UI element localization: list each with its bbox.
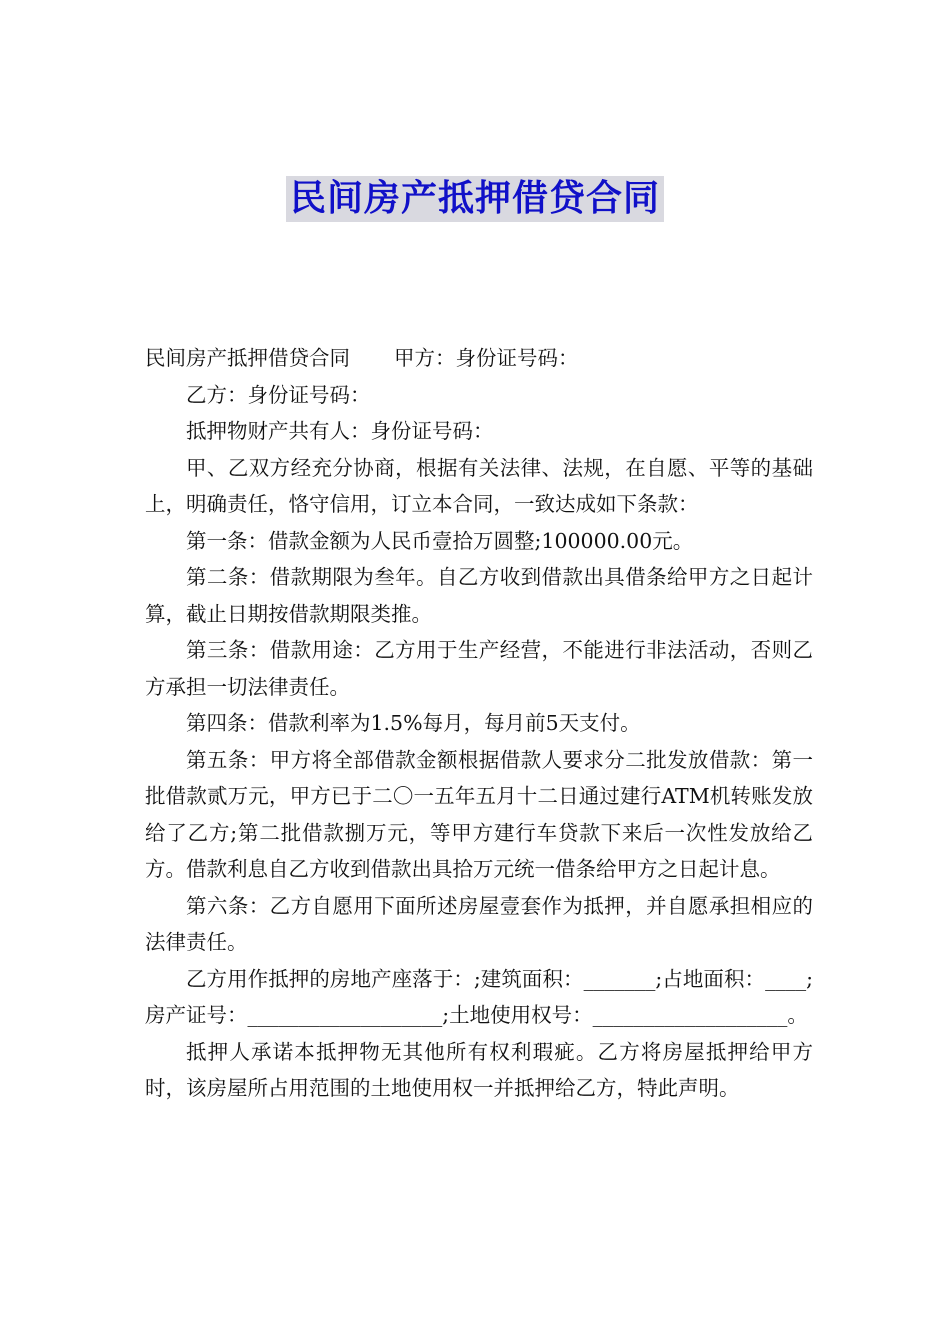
paragraph-article-6: 第六条：乙方自愿用下面所述房屋壹套作为抵押，并自愿承担相应的法律责任。 xyxy=(145,893,813,954)
document-body xyxy=(145,340,813,1107)
paragraph-article-1: 第一条：借款金额为人民币壹拾万圆整;100000.00元。 xyxy=(186,528,694,553)
paragraph-party-b: 乙方：身份证号码： xyxy=(186,382,371,407)
paragraph-article-3: 第三条：借款用途：乙方用于生产经营，不能进行非法活动，否则乙方承担一切法律责任。 xyxy=(145,638,813,699)
paragraph-article-5: 第五条：甲方将全部借款金额根据借款人要求分二批发放借款：第一批借款贰万元，甲方已于二〇一五年五月十二日通过建行ATM机转账发放给了乙方;第二批借款捌万元，等甲方建行车贷款下来后一次性发放给乙方。借款利息自乙方收到借款出具拾万元统一借条给甲方之日起计息。 xyxy=(145,747,813,881)
paragraph-preamble: 甲、乙双方经充分协商，根据有关法律、法规，在自愿、平等的基础上，明确责任，恪守信用，订立本合同，一致达成如下条款： xyxy=(145,455,813,516)
paragraph-warranty: 抵押人承诺本抵押物无其他所有权利瑕疵。乙方将房屋抵押给甲方时，该房屋所占用范围的土地使用权一并抵押给乙方，特此声明。 xyxy=(145,1039,813,1100)
title-container xyxy=(0,176,950,222)
paragraph-article-2: 第二条：借款期限为叁年。自乙方收到借款出具借条给甲方之日起计算，截止日期按借款期限类推。 xyxy=(145,565,813,626)
document-title: 民间房产抵押借贷合同 xyxy=(286,176,664,222)
paragraph-co-owner: 抵押物财产共有人：身份证号码： xyxy=(186,419,494,443)
paragraph-article-4: 第四条：借款利率为1.5%每月，每月前5天支付。 xyxy=(186,711,641,735)
paragraph-property-details: 乙方用作抵押的房地产座落于：;建筑面积：_______;占地面积：____;房产证号：___________________;土地使用权号：___________________。 xyxy=(145,966,813,1027)
header-line xyxy=(145,340,813,377)
header-line-left: 民间房产抵押借贷合同 xyxy=(145,346,350,370)
header-line-right: 甲方：身份证号码： xyxy=(394,346,579,370)
